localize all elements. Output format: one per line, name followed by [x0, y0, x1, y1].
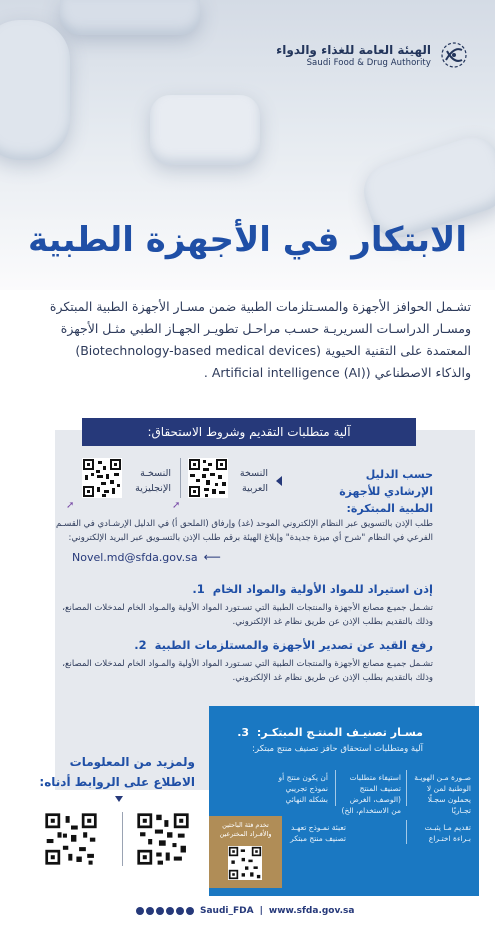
divider: [406, 770, 407, 806]
intro-line: تشـمل الحوافز الأجهزة والمسـتلزمات الطبية ضمن مسـار الأجهزة الطبية المبتكرة: [49, 299, 471, 314]
section-2-title: رفع القيد عن تصدير الأجهزة والمستلزمات الطبية 2.: [134, 638, 433, 652]
click-cursor-icon: ➚: [172, 500, 181, 511]
footer: [136, 906, 354, 916]
requirement-item: صـورة مـن الهويـة الوطنية لمن لا يحملون سجـلًا تجـاريًا: [414, 773, 471, 815]
divider: [122, 812, 123, 866]
qr-classification[interactable]: [228, 846, 262, 880]
website-link[interactable]: www.sfda.gov.sa: [268, 906, 355, 916]
x-icon[interactable]: [136, 907, 144, 915]
page-title: الابتكار في الأجهزة الطبية: [28, 220, 467, 260]
whatsapp-icon[interactable]: [166, 907, 174, 915]
section-1-body: تشـمل جميـع مصانع الأجهزة والمنتجات الطبية التي تسـتورد المواد الأولية والمـواد الخام لمدخلات المصانع، وذلك بالتقديم بطلب الإذن عن طريق نظام غد الإلكتروني.: [62, 603, 433, 627]
qr-english-guide[interactable]: [82, 458, 122, 498]
facebook-icon[interactable]: [176, 907, 184, 915]
submission-instructions: طلب الإذن بالتسويق عبر النظام الإلكتروني الموحد (غد) وإرفاق (الملحق أ) في الدليل الإرشـادي في القسـم الفرعي في النظام "شرح أي ميزة جديدة" وإبلاغ الهيئة برقم طلب الإذن بالتسـويق عبر البريد الإلكتروني:: [55, 519, 433, 543]
device-shape: [150, 95, 260, 165]
divider: [406, 820, 407, 844]
intro-line: المعتمدة على التقنية الحيوية (Biotechnology-based medical devices): [75, 343, 471, 358]
logo-english-name: Saudi Food & Drug Authority: [306, 57, 431, 68]
intro-paragraph: [24, 296, 471, 384]
section-1-title: إذن استيراد للمواد الأولية والمواد الخام 1.: [192, 582, 433, 596]
guide-heading: حسب الدليل الإرشادي للأجهزة الطبية المبتكرة:: [339, 468, 433, 515]
researchers-note: تخدم فئة الباحثين والأفـراد المخترعين: [219, 821, 272, 838]
divider: [335, 770, 336, 806]
qr-link-1[interactable]: [136, 812, 190, 866]
instagram-icon[interactable]: [186, 907, 194, 915]
email-link[interactable]: Novel.md@sfda.gov.sa: [72, 550, 198, 564]
requirement-item: أن يكون منتج أو نموذج تجريبي بشكله النهائي: [278, 773, 328, 804]
arabic-version-label: النسخة العربية: [239, 468, 268, 494]
sfda-logo: [276, 40, 469, 70]
pointer-down-icon: [115, 796, 123, 802]
arrow-left-icon: ⟵: [203, 550, 221, 564]
intro-line: ومسـار الدراسـات السريريـة حسـب مراحـل تطويـر الجهـاز الطبي مثـل الأجهزة: [60, 321, 471, 336]
classification-title: مسـار تصنيـف المنتـج المبتكـر: 3.: [237, 726, 423, 739]
pointer-left-icon: [276, 476, 282, 486]
classification-subtitle: آلية ومتطلبات استحقاق حافز تصنيف منتج مبتكر:: [252, 744, 423, 754]
requirements-banner: آلية متطلبات التقديم وشروط الاستحقاق:: [82, 418, 416, 446]
section-2-body: تشـمل جميـع مصانع الأجهزة والمنتجات الطبية التي تسـتورد المواد الأولية والمـواد الخام لمدخلات المصانع، وذلك بالتقديم بطلب الإذن عن طريق نظام غد الإلكتروني.: [62, 659, 433, 683]
requirement-item: تقديم مـا يثبـت بـراءة اختـراع: [424, 823, 471, 843]
divider: [180, 458, 181, 498]
social-icons: [136, 907, 194, 915]
sfda-emblem-icon: [439, 40, 469, 70]
qr-link-2[interactable]: [44, 812, 98, 866]
english-version-label: النسخـة الإنجليزية: [135, 468, 171, 494]
requirement-item: استيفاء متطلبات تصنيف المنتج (الوصف، الغرض من الاستخدام، الخ): [341, 773, 401, 815]
intro-line: والذكاء الاصطناعي ((Artificial intelligence (AI .: [203, 365, 471, 380]
requirement-item: تعبئة نمـوذج تعهـد تصنيف منتج مبتكر: [290, 823, 346, 843]
snapchat-icon[interactable]: [146, 907, 154, 915]
separator: |: [259, 906, 263, 916]
click-cursor-icon: ➚: [66, 500, 75, 511]
more-info-heading: ولمزيد من المعلومات الاطلاع على الروابط أدناه:: [39, 755, 195, 789]
social-handle[interactable]: Saudi_FDA: [200, 906, 254, 916]
device-shape: [60, 0, 200, 35]
logo-arabic-name: الهيئة العامة للغذاء والدواء: [276, 42, 431, 57]
email-row: [72, 550, 221, 564]
qr-arabic-guide[interactable]: [188, 458, 228, 498]
youtube-icon[interactable]: [156, 907, 164, 915]
device-shape: [0, 20, 70, 160]
